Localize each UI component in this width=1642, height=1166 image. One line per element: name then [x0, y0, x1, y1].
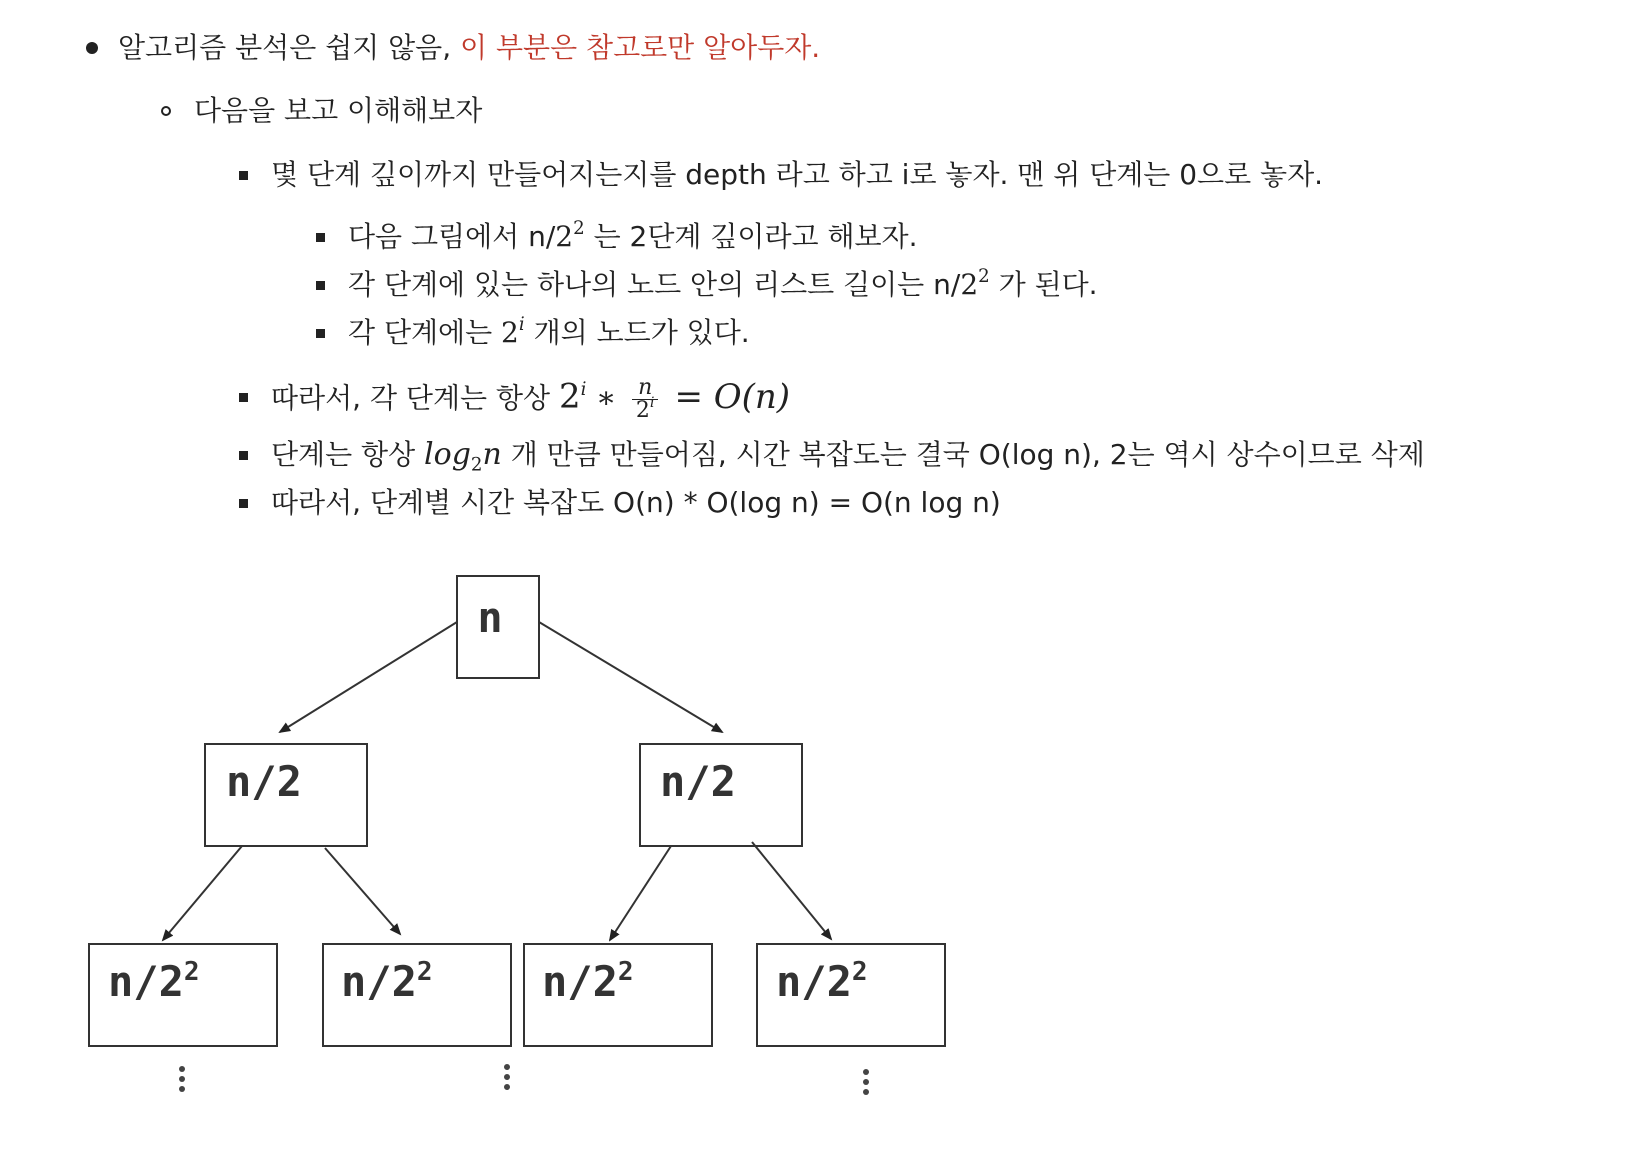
line-algorithm-analysis	[118, 30, 820, 66]
line-1-text: 알고리즘 분석은 쉽지 않음,	[118, 31, 461, 64]
bullet-square	[316, 329, 325, 338]
tree-node-level1-left	[205, 744, 367, 846]
bullet-circle	[161, 106, 171, 116]
tree-edge	[610, 846, 671, 940]
tree-edge	[325, 848, 400, 934]
bullet-square	[239, 451, 248, 460]
fraction: $\frac{n}{2^i}$	[632, 377, 659, 422]
svg-text:n/22: $n/2^2$	[542, 957, 634, 1006]
line-node-list-length: 각 단계에 있는 하나의 노드 안의 리스트 길이는 $n/2^2$ 가 된다.	[348, 265, 1098, 301]
tree-node-level2	[524, 944, 712, 1046]
line-levels-count: 단계는 항상 $\log_2n$ 개 만큼 만들어짐, 시간 복잡도는 결국 O(log n), 2는 역시 상수이므로 삭제	[271, 437, 1425, 476]
line-look-and-understand: 다음을 보고 이해해보자	[194, 94, 483, 127]
bullet-square	[239, 393, 248, 402]
line-figure-depth-2: 다음 그림에서 $n/2^2$ 는 2단계 깊이라고 해보자.	[348, 217, 918, 253]
svg-text:n/22: $n/2^2$	[341, 957, 433, 1006]
svg-text:n/2: n/2	[660, 757, 736, 806]
svg-text:n/22: $n/2^2$	[776, 957, 868, 1006]
bullet-square	[239, 171, 248, 180]
tree-edge	[539, 622, 722, 732]
tree-edge	[752, 842, 831, 939]
merge-sort-tree-diagram	[0, 560, 1000, 1120]
bullet-square	[316, 281, 325, 290]
continuation-dots	[179, 1064, 869, 1095]
bullet-square	[316, 233, 325, 242]
line-depth-definition: 몇 단계 깊이까지 만들어지는지를 depth 라고 하고 i로 놓자. 맨 위 단계는 0으로 놓자.	[271, 158, 1324, 191]
tree-node-level2	[757, 944, 945, 1046]
tree-edge	[163, 846, 242, 940]
line-nodes-per-level: 각 단계에는 2$^i$ 개의 노드가 있다.	[348, 313, 750, 349]
tree-node-level1-right	[640, 744, 802, 846]
svg-text:n/22: $n/2^2$	[108, 957, 200, 1006]
line-total-complexity: 따라서, 단계별 시간 복잡도 O(n) * O(log n) = O(n log n)	[271, 486, 1001, 519]
line-level-cost: 따라서, 각 단계는 항상 2$^i$ ∗ $\frac{n}{2^i}$ = O(n)	[271, 375, 791, 423]
tree-edge	[280, 622, 457, 732]
svg-text:n/2: n/2	[226, 757, 302, 806]
highlight-reference-note: 이 부분은 참고로만 알아두자.	[460, 31, 821, 64]
tree-node-root	[457, 576, 539, 678]
bullet-square	[239, 499, 248, 508]
bullet-disc	[86, 42, 98, 54]
tree-node-level2	[323, 944, 511, 1046]
svg-text:n: n	[477, 593, 503, 642]
tree-node-level2	[89, 944, 277, 1046]
